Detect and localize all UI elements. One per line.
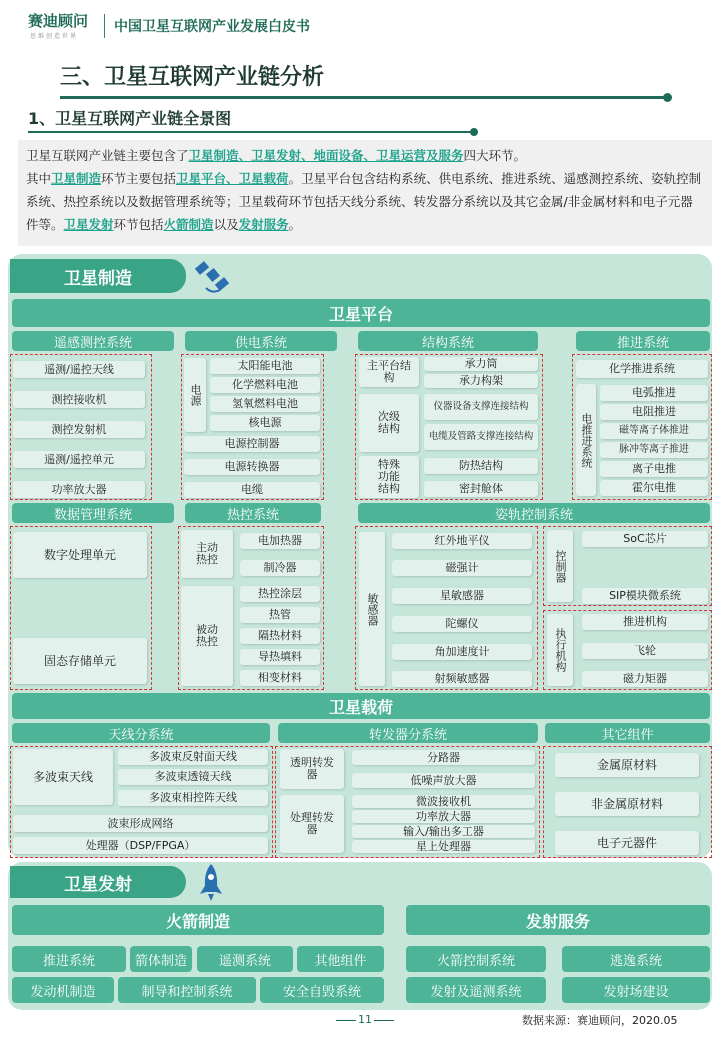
- thermal-item: 导热填料: [240, 649, 320, 665]
- platform-header: 卫星平台: [12, 299, 710, 327]
- telemetry-item: 功率放大器: [13, 481, 145, 498]
- thermal-item: 制冷器: [240, 560, 320, 576]
- telemetry-item: 遥测/遥控单元: [13, 451, 145, 468]
- propulsion-item: 化学推进系统: [576, 360, 708, 378]
- propulsion-item: 磁等离子体推进: [600, 423, 708, 439]
- intro-highlight: 卫星平台、卫星载荷: [176, 171, 289, 186]
- intro-highlight: 火箭制造: [163, 217, 214, 232]
- structure-item: 电缆及管路支撑连接结构: [424, 424, 538, 450]
- attitude-actuator-item: 磁力矩器: [582, 671, 708, 687]
- antenna-title: 天线分系统: [12, 723, 270, 743]
- thermal-item: 电加热器: [240, 533, 320, 549]
- attitude-title: 姿轨控制系统: [358, 503, 710, 523]
- attitude-actuator: 执行机构: [547, 614, 573, 686]
- intro-highlight: 发射服务: [238, 217, 289, 232]
- rocket-icon: [196, 862, 226, 902]
- others-item: 电子元器件: [555, 831, 699, 855]
- service-item: 发射场建设: [562, 977, 710, 1003]
- power-group: 电源: [184, 358, 206, 432]
- antenna-item: 波束形成网络: [13, 815, 268, 832]
- transponder-item: 低噪声放大器: [352, 773, 535, 788]
- section-underline: [60, 96, 670, 99]
- attitude-sensor-item: 角加速度计: [392, 644, 532, 660]
- antenna-item: 多波束透镜天线: [118, 769, 268, 785]
- transponder-item: 功率放大器: [352, 810, 535, 823]
- transponder-item: 星上处理器: [352, 840, 535, 853]
- intro-text: 。: [288, 217, 302, 232]
- page-line-right: [374, 1020, 394, 1021]
- attitude-sensor-item: 红外地平仪: [392, 533, 532, 549]
- power-item: 电源控制器: [184, 436, 320, 452]
- intro-text: 其中: [26, 171, 52, 186]
- structure-title: 结构系统: [358, 331, 538, 351]
- rocket-item: 制导和控制系统: [118, 977, 256, 1003]
- attitude-sensor: 敏感器: [359, 532, 385, 686]
- antenna-item: 多波束相控阵天线: [118, 790, 268, 806]
- service-header: 发射服务: [406, 905, 710, 935]
- structure-item: 密封舱体: [424, 481, 538, 497]
- transponder-item: 分路器: [352, 750, 535, 765]
- rocket-item: 遥测系统: [197, 946, 293, 972]
- power-item: 化学燃料电池: [210, 377, 320, 393]
- attitude-sensor-item: 射频敏感器: [392, 671, 532, 687]
- attitude-controller-item: SIP模块微系统: [582, 588, 708, 604]
- attitude-controller: 控制器: [547, 530, 573, 602]
- rocket-item: 发动机制造: [12, 977, 114, 1003]
- section-title: 三、卫星互联网产业链分析: [60, 65, 325, 90]
- intro-text: 四大环节。: [463, 148, 527, 163]
- propulsion-item: 离子电推: [600, 461, 708, 477]
- attitude-actuator-item: 飞轮: [582, 643, 708, 659]
- thermal-item: 隔热材料: [240, 628, 320, 644]
- power-item: 太阳能电池: [210, 358, 320, 374]
- intro-text: 环节主要包括: [101, 171, 177, 186]
- report-title: 中国卫星互联网产业发展白皮书: [114, 19, 310, 35]
- power-title: 供电系统: [185, 331, 337, 351]
- power-item: 电源转换器: [184, 459, 320, 475]
- subsection-underline-dot: [470, 128, 478, 136]
- header-divider: [104, 14, 105, 38]
- intro-text: 卫星互联网产业链主要包含了: [26, 148, 189, 163]
- telemetry-item: 测控发射机: [13, 421, 145, 438]
- page-line-left: [336, 1020, 356, 1021]
- propulsion-title: 推进系统: [576, 331, 710, 351]
- transponder-item: 微波接收机: [352, 795, 535, 808]
- structure-item: 承力筒: [424, 357, 538, 371]
- thermal-item: 相变材料: [240, 670, 320, 686]
- others-title: 其它组件: [545, 723, 710, 743]
- thermal-title: 热控系统: [185, 503, 321, 523]
- subsection-title: 1、卫星互联网产业链全景图: [28, 109, 232, 128]
- structure-item: 防热结构: [424, 458, 538, 474]
- section-underline-dot: [663, 93, 672, 102]
- transponder-title: 转发器分系统: [278, 723, 538, 743]
- payload-header: 卫星载荷: [12, 693, 710, 719]
- antenna-item: 处理器（DSP/FPGA）: [13, 837, 268, 854]
- rocket-item: 箭体制造: [130, 946, 192, 972]
- service-item: 发射及遥测系统: [406, 977, 546, 1003]
- brand-slogan: 思维创造世界: [30, 33, 79, 40]
- satellite-icon: [192, 254, 236, 298]
- attitude-sensor-item: 陀螺仪: [392, 616, 532, 632]
- service-item: 逃逸系统: [562, 946, 710, 972]
- others-item: 非金属原材料: [555, 792, 699, 816]
- power-item: 氢氧燃料电池: [210, 396, 320, 412]
- transponder-processing: 处理转发器: [280, 795, 344, 853]
- data-mgmt-title: 数据管理系统: [12, 503, 174, 523]
- transponder-item: 输入/输出多工器: [352, 825, 535, 838]
- subsection-underline: [28, 131, 474, 133]
- thermal-active: 主动热控: [181, 530, 233, 578]
- antenna-multi: 多波束天线: [13, 749, 113, 805]
- telemetry-title: 遥感测控系统: [12, 331, 174, 351]
- propulsion-item: 电弧推进: [600, 385, 708, 401]
- structure-sub: 次级结构: [359, 394, 419, 452]
- attitude-actuator-item: 推进机构: [582, 614, 708, 630]
- attitude-controller-item: SoC芯片: [582, 531, 708, 547]
- power-item: 核电源: [210, 415, 320, 431]
- service-item: 火箭控制系统: [406, 946, 546, 972]
- data-source: 数据来源：赛迪顾问，2020.05: [522, 1014, 678, 1027]
- structure-item: 承力构架: [424, 374, 538, 388]
- antenna-item: 多波束反射面天线: [118, 749, 268, 765]
- telemetry-item: 遥测/遥控天线: [13, 361, 145, 378]
- transponder-transparent: 透明转发器: [280, 749, 344, 789]
- page-number: 11: [358, 1013, 372, 1026]
- rocket-item: 安全自毁系统: [260, 977, 384, 1003]
- thermal-passive: 被动热控: [181, 586, 233, 686]
- structure-item: 仪器设备支撑连接结构: [424, 394, 538, 420]
- attitude-sensor-item: 星敏感器: [392, 588, 532, 604]
- rocket-item: 推进系统: [12, 946, 126, 972]
- attitude-sensor-item: 磁强计: [392, 560, 532, 576]
- intro-highlight: 卫星发射: [63, 217, 114, 232]
- power-item: 电缆: [184, 482, 320, 498]
- propulsion-item: 霍尔电推: [600, 480, 708, 496]
- others-item: 金属原材料: [555, 753, 699, 777]
- rocket-item: 其他组件: [297, 946, 384, 972]
- propulsion-elec: 电推进系统: [576, 384, 596, 496]
- propulsion-item: 脉冲等离子推进: [600, 442, 708, 458]
- intro-highlight: 卫星制造: [51, 171, 102, 186]
- data-mgmt-item: 固态存储单元: [13, 638, 147, 684]
- intro-paragraph: [18, 140, 712, 246]
- launch-tag: 卫星发射: [10, 866, 186, 898]
- intro-text: 。卫星平台包含结构系统、供电系统、推进系统、遥感测控系统、姿轨控制系统、热控系统以及数据管理系统等；卫星载荷环节包括天线分系统、转发器分系统以及其它金属/非金属材料和电子元器件等。: [26, 171, 702, 232]
- structure-main: 主平台结构: [359, 357, 419, 387]
- thermal-item: 热管: [240, 607, 320, 623]
- telemetry-item: 测控接收机: [13, 391, 145, 408]
- brand-logo: 赛迪顾问: [28, 12, 89, 30]
- structure-special: 特殊功能结构: [359, 456, 419, 498]
- intro-highlight: 卫星制造、卫星发射、地面设备、卫星运营及服务: [188, 148, 464, 163]
- data-mgmt-item: 数字处理单元: [13, 532, 147, 578]
- intro-text: 环节包括: [113, 217, 164, 232]
- thermal-item: 热控涂层: [240, 586, 320, 602]
- intro-text: 以及: [213, 217, 239, 232]
- rocket-header: 火箭制造: [12, 905, 384, 935]
- propulsion-item: 电阻推进: [600, 404, 708, 420]
- manufacture-tag: 卫星制造: [10, 259, 186, 293]
